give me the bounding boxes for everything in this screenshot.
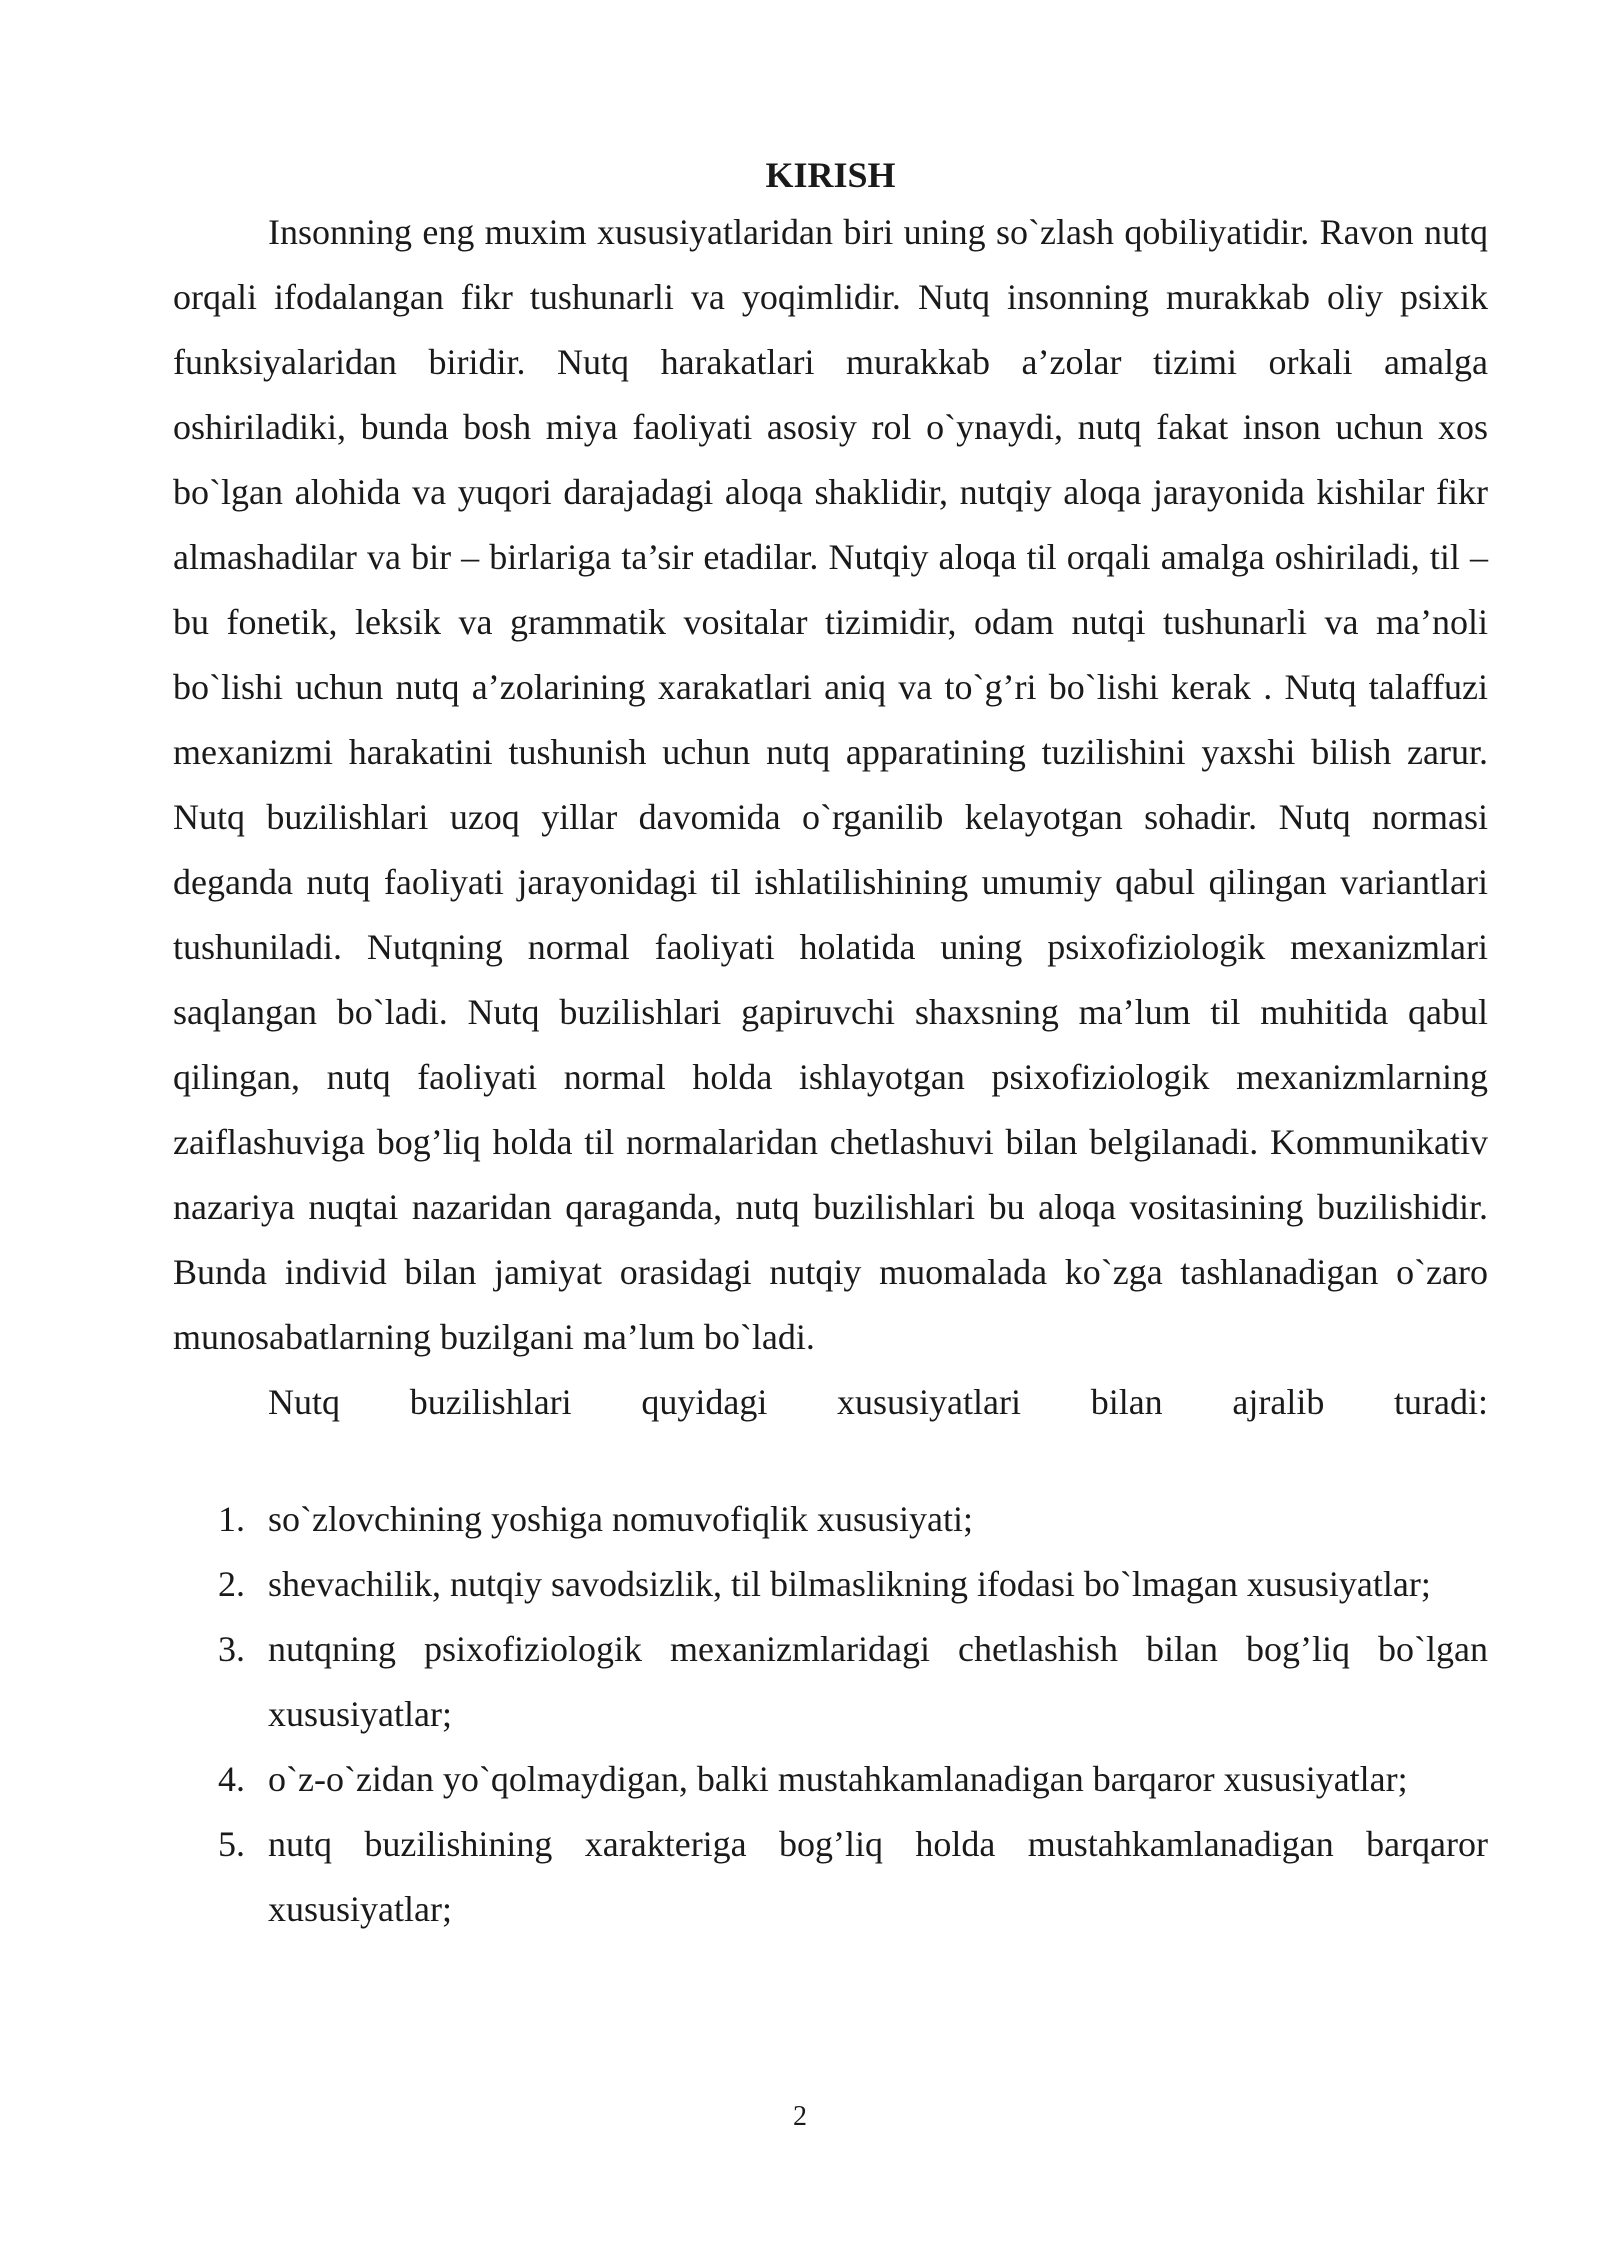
- list-number: 4.: [218, 1759, 245, 1799]
- list-number: 2.: [218, 1564, 245, 1604]
- list-item: [173, 1747, 1488, 1812]
- document-page: [173, 150, 1488, 1942]
- list-number: 5.: [218, 1824, 245, 1864]
- list-text: shevachilik, nutqiy savodsizlik, til bilmaslikning ifodasi bo`lmagan xususiyatlar;: [268, 1564, 1431, 1604]
- list-item: [173, 1617, 1488, 1747]
- page-title: KIRISH: [765, 155, 896, 195]
- list-number: 1.: [218, 1499, 245, 1539]
- list-item: [173, 1552, 1488, 1617]
- list-item: [173, 1487, 1488, 1552]
- list-text: nutqning psixofiziologik mexanizmlaridagi chetlashish bilan bog’liq bo`lgan xususiyatlar;: [268, 1629, 1488, 1734]
- features-list: [173, 1487, 1488, 1942]
- list-text: so`zlovchining yoshiga nomuvofiqlik xususiyati;: [268, 1499, 973, 1539]
- list-text: nutq buzilishining xarakteriga bog’liq holda mustahkamlanadigan barqaror xususiyatlar;: [268, 1824, 1488, 1929]
- list-number: 3.: [218, 1629, 245, 1669]
- list-item: [173, 1812, 1488, 1942]
- page-number: 2: [793, 2101, 807, 2132]
- list-intro: Nutq buzilishlari quyidagi xususiyatlari bilan ajralib turadi:: [268, 1382, 1488, 1422]
- body-paragraph: Insonning eng muxim xususiyatlaridan biri uning so`zlash qobiliyatidir. Ravon nutq orqali ifodalangan fikr tushunarli va yoqimlidir. Nutq insonning murakkab oliy psixik funksiyalaridan biridir. Nutq harakatlari murakkab a’zolar tizimi orkali amalga oshiriladiki, bunda bosh miya faoliyati asosiy rol o`ynaydi, nutq fakat inson uchun xos bo`lgan alohida va yuqori darajadagi aloqa shaklidir, nutqiy aloqa jarayonida kishilar fikr almashadilar va bir – birlariga ta’sir etadilar. Nutqiy aloqa til orqali amalga oshiriladi, til – bu fonetik, leksik va grammatik vositalar tizimidir, odam nutqi tushunarli va ma’noli bo`lishi uchun nutq a’zolarining xarakatlari aniq va to`g’ri bo`lishi kerak . Nutq talaffuzi mexanizmi harakatini tushunish uchun nutq apparatining tuzilishini yaxshi bilish zarur. Nutq buzilishlari uzoq yillar davomida o`rganilib kelayotgan sohadir. Nutq normasi deganda nutq faoliyati jarayonidagi til ishlatilishining umumiy qabul qilingan variantlari tushuniladi. Nutqning normal faoliyati holatida uning psixofiziologik mexanizmlari saqlangan bo`ladi. Nutq buzilishlari gapiruvchi shaxsning ma’lum til muhitida qabul qilingan, nutq faoliyati normal holda ishlayotgan psixofiziologik mexanizmlarning zaiflashuviga bog’liq holda til normalaridan chetlashuvi bilan belgilanadi. Kommunikativ nazariya nuqtai nazaridan qaraganda, nutq buzilishlari bu aloqa vositasining buzilishidir. Bunda individ bilan jamiyat orasidagi nutqiy muomalada ko`zga tashlanadigan o`zaro munosabatlarning buzilgani ma’lum bo`ladi.: [173, 212, 1488, 1357]
- list-text: o`z-o`zidan yo`qolmaydigan, balki mustahkamlanadigan barqaror xususiyatlar;: [268, 1759, 1408, 1799]
